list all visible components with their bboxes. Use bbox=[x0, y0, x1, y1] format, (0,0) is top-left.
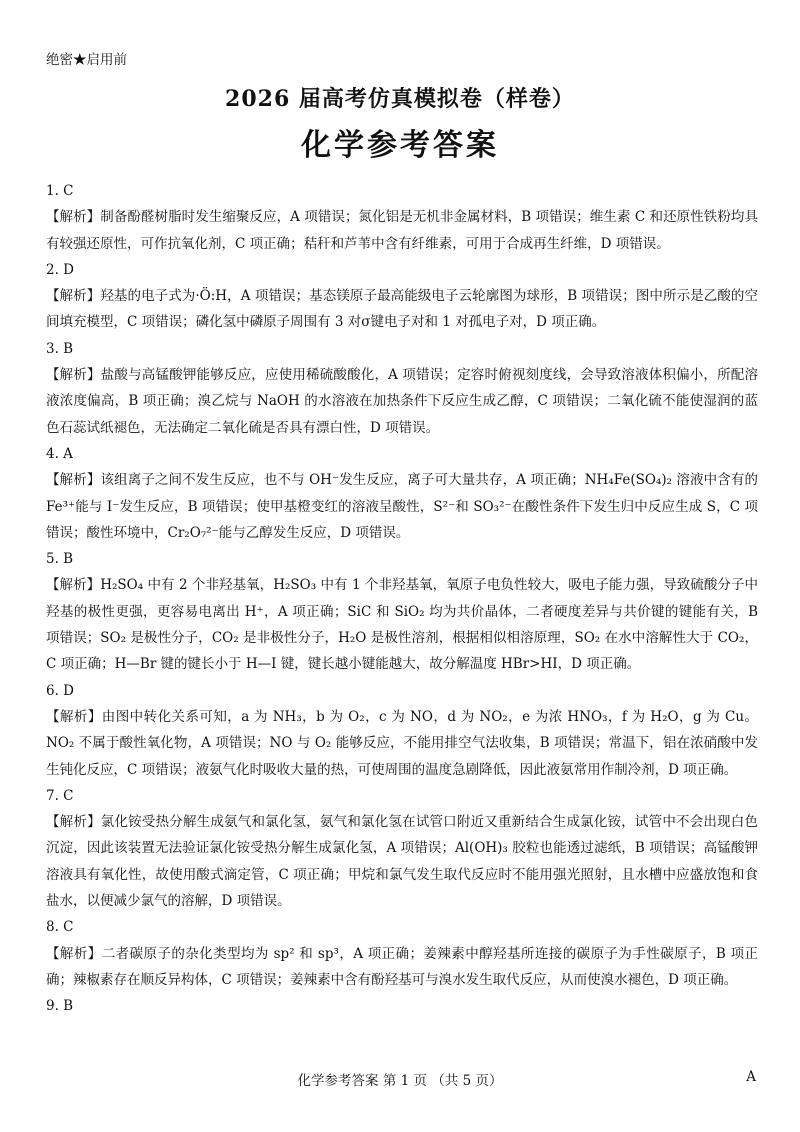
question-number: 3. B bbox=[46, 340, 74, 357]
answer-explanation: 【解析】制备酚醛树脂时发生缩聚反应，A 项错误；氮化铝是无机非金属材料，B 项错误；维生素 C 和还原性铁粉均具有较强还原性，可作抗氧化剂，C 项正确；秸秆和芦苇中含有纤维素，可用于合成再生纤维，D 项错误。 bbox=[46, 209, 758, 252]
answer-item bbox=[46, 178, 758, 257]
answer-explanation: 【解析】该组离子之间不发生反应，也不与 OH⁻发生反应，离子可大量共存，A 项正确；NH₄Fe(SO₄)₂ 溶液中含有的 Fe³⁺能与 I⁻发生反应，B 项错误；使甲基橙变红的溶液呈酸性，S²⁻和 SO₃²⁻在酸性条件下发生归中反应生成 S，C 项错误；酸性环境中，Cr₂O₇²⁻能与乙醇发生反应，D 项错误。 bbox=[46, 472, 758, 541]
answer-item bbox=[46, 441, 758, 546]
version-mark: A bbox=[746, 1069, 756, 1085]
answer-item bbox=[46, 993, 758, 1019]
answer-item bbox=[46, 257, 758, 336]
answer-explanation: 【解析】二者碳原子的杂化类型均为 sp² 和 sp³，A 项正确；姜辣素中醇羟基所连接的碳原子为手性碳原子，B 项正确；辣椒素存在顺反异构体，C 项错误；姜辣素中含有酚羟基可与溴水发生取代反应，从而使溴水褪色，D 项正确。 bbox=[46, 945, 758, 988]
question-number: 1. C bbox=[46, 183, 74, 199]
exam-title: 2026 届高考仿真模拟卷（样卷） bbox=[225, 86, 575, 112]
answer-explanation: 【解析】氯化铵受热分解生成氨气和氯化氢，氨气和氯化氢在试管口附近又重新结合生成氯化铵，试管中不会出现白色沉淀，因此该装置无法验证氯化铵受热分解生成氯化氢，A 项错误；Al(OH)₃ 胶粒也能透过滤纸，B 项错误；高锰酸钾溶液具有氧化性，故使用酸式滴定管，C 项正确；甲烷和氯气发生取代反应时不能用强光照射，且水槽中应盛放饱和食盐水，以便减少氯气的溶解，D 项错误。 bbox=[46, 814, 758, 910]
question-number: 9. B bbox=[46, 998, 74, 1015]
question-number: 2. D bbox=[46, 261, 74, 278]
answer-item bbox=[46, 336, 758, 441]
answer-item bbox=[46, 914, 758, 993]
question-number: 8. C bbox=[46, 919, 74, 936]
document-title: 化学参考答案 bbox=[301, 128, 499, 163]
answer-explanation: 【解析】H₂SO₄ 中有 2 个非羟基氧，H₂SO₃ 中有 1 个非羟基氧，氧原子电负性较大，吸电子能力强，导致硫酸分子中羟基的极性更强，更容易电离出 H⁺，A 项正确；SiC 和 SiO₂ 均为共价晶体，二者硬度差异与共价键的键能有关，B 项错误；SO₂ 是极性分子，CO₂ 是非极性分子，H₂O 是极性溶剂，根据相似相溶原理，SO₂ 在水中溶解性大于 CO₂，C 项正确；H—Br 键的键长小于 H—I 键，键长越小键能越大，故分解温度 HBr>HI，D 项正确。 bbox=[46, 577, 758, 673]
question-number: 5. B bbox=[46, 551, 74, 568]
answer-item bbox=[46, 678, 758, 783]
question-number: 7. C bbox=[46, 787, 74, 804]
question-number: 6. D bbox=[46, 682, 74, 699]
answer-list bbox=[46, 178, 758, 1020]
page-footer: 化学参考答案 第 1 页 （共 5 页） bbox=[297, 1073, 503, 1089]
answer-item bbox=[46, 546, 758, 677]
answer-item bbox=[46, 783, 758, 914]
answer-explanation: 【解析】羟基的电子式为·Ö:H，A 项错误；基态镁原子最高能级电子云轮廓图为球形，B 项错误；图中所示是乙酸的空间填充模型，C 项错误；磷化氢中磷原子周围有 3 对σ键电子对和 1 对孤电子对，D 项正确。 bbox=[46, 288, 758, 331]
answer-explanation: 【解析】盐酸与高锰酸钾能够反应，应使用稀硫酸酸化，A 项错误；定容时俯视刻度线，会导致溶液体积偏小，所配溶液浓度偏高，B 项正确；溴乙烷与 NaOH 的水溶液在加热条件下反应生成乙醇，C 项错误；二氧化硫不能使湿润的蓝色石蕊试纸褪色，无法确定二氧化硫是否具有漂白性，D 项错误。 bbox=[46, 367, 758, 436]
confidential-tag: 绝密★启用前 bbox=[46, 52, 127, 68]
question-number: 4. A bbox=[46, 445, 73, 462]
answer-explanation: 【解析】由图中转化关系可知，a 为 NH₃，b 为 O₂，c 为 NO，d 为 NO₂，e 为浓 HNO₃，f 为 H₂O，g 为 Cu。NO₂ 不属于酸性氧化物，A 项错误；NO 与 O₂ 能够反应，不能用排空气法收集，B 项错误；常温下，铝在浓硝酸中发生钝化反应，C 项错误；液氨气化时吸收大量的热，可使周围的温度急剧降低，因此液氨常用作制冷剂，D 项正确。 bbox=[46, 708, 758, 778]
